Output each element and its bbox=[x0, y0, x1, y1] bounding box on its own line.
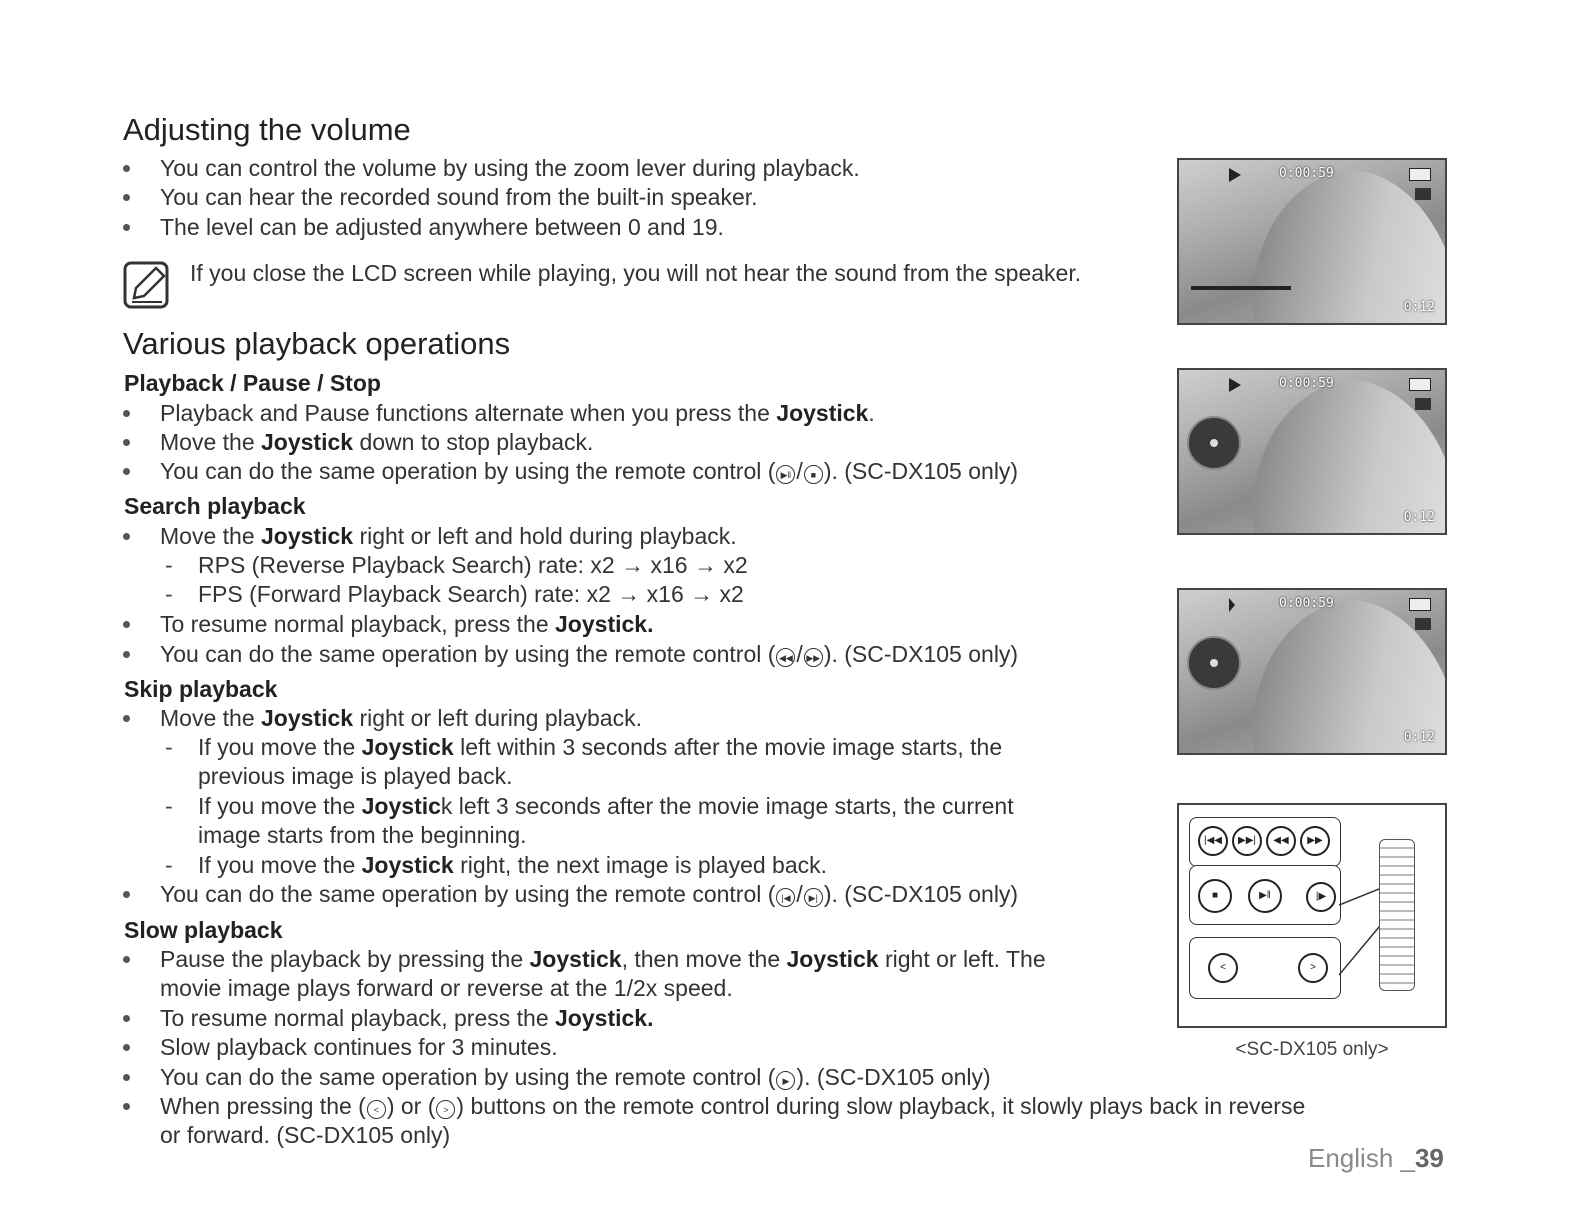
battery-icon bbox=[1409, 598, 1431, 611]
slow-bullet-3: Slow playback continues for 3 minutes. bbox=[160, 1034, 558, 1060]
volume-bullet-1: You can control the volume by using the zoom lever during playback. bbox=[160, 155, 860, 181]
remote-control-icon bbox=[1379, 839, 1415, 991]
skip-dash-2-cont: image starts from the beginning. bbox=[198, 822, 527, 848]
search-bullet-2: To resume normal playback, press the Joystick. bbox=[160, 611, 654, 637]
remote-button-group-top bbox=[1189, 817, 1341, 867]
heading-search-playback: Search playback bbox=[124, 493, 306, 519]
section-title-volume: Adjusting the volume bbox=[123, 112, 411, 147]
osd-counter: 0:12 bbox=[1403, 300, 1435, 315]
play-pause-icon: ▶‖ bbox=[1248, 879, 1282, 913]
search-dash-1: - RPS (Reverse Playback Search) rate: x2 → x16 → x2 bbox=[198, 551, 748, 580]
remote-play-pause-icon: ▶‖ bbox=[776, 465, 795, 484]
skip-dash-1: - If you move the Joystick left within 3 seconds after the movie image starts, the bbox=[198, 733, 1002, 762]
remote-rewind-icon: ◀◀ bbox=[776, 648, 795, 667]
skip-forward-icon: ▶▶| bbox=[1232, 826, 1262, 856]
lcd-screenshot-pause bbox=[1177, 588, 1447, 755]
lcd-screenshot-playback bbox=[1177, 368, 1447, 535]
volume-bullet-3: The level can be adjusted anywhere between 0 and 19. bbox=[160, 214, 724, 240]
volume-bar bbox=[1191, 286, 1291, 290]
heading-skip-playback: Skip playback bbox=[124, 676, 278, 702]
skip-dash-1-cont: previous image is played back. bbox=[198, 763, 513, 789]
quality-icon bbox=[1415, 618, 1431, 630]
volume-bullet-2: You can hear the recorded sound from the built-in speaker. bbox=[160, 184, 758, 210]
remote-skip-back-icon: |◀ bbox=[776, 888, 795, 907]
heading-playback-pause-stop: Playback / Pause / Stop bbox=[124, 370, 381, 396]
play-icon bbox=[1229, 168, 1241, 182]
slow-bullet-2: To resume normal playback, press the Joystick. bbox=[160, 1005, 654, 1031]
skip-bullet-2: You can do the same operation by using the remote control ( |◀ / ▶| ). (SC-DX105 only) bbox=[160, 881, 1019, 907]
heading-slow-playback: Slow playback bbox=[124, 917, 283, 943]
battery-icon bbox=[1409, 378, 1431, 391]
search-bullet-1: Move the Joystick right or left and hold during playback. bbox=[160, 523, 737, 549]
osd-timecode: 0:00:59 bbox=[1279, 166, 1334, 181]
remote-forward-icon: ▶▶ bbox=[804, 648, 823, 667]
pause-icon bbox=[1229, 598, 1235, 612]
slow-bullet-5-cont: or forward. (SC-DX105 only) bbox=[160, 1122, 451, 1148]
search-bullet-3: You can do the same operation by using the remote control ( ◀◀ / ▶▶ ). (SC-DX105 only) bbox=[160, 641, 1019, 667]
remote-button-group-middle bbox=[1189, 865, 1341, 925]
slow-forward-icon: > bbox=[1298, 953, 1328, 983]
pps-bullet-3: You can do the same operation by using the remote control ( ▶‖ / ■ ). (SC-DX105 only) bbox=[160, 458, 1019, 484]
section-title-various: Various playback operations bbox=[123, 326, 511, 361]
remote-slow-icon: ▶ bbox=[776, 1071, 795, 1090]
osd-counter: 0:12 bbox=[1403, 510, 1435, 525]
stop-icon: ■ bbox=[1198, 879, 1232, 913]
pps-bullet-2: Move the Joystick down to stop playback. bbox=[160, 429, 594, 455]
quality-icon bbox=[1415, 188, 1431, 200]
footer-language: English _ bbox=[1308, 1143, 1415, 1173]
remote-slow-forward-icon: > bbox=[436, 1100, 455, 1119]
remote-button-group-bottom bbox=[1189, 937, 1341, 999]
skip-dash-2: - If you move the Joystick left 3 seconds after the movie image starts, the current bbox=[198, 792, 1014, 821]
osd-timecode: 0:00:59 bbox=[1279, 596, 1334, 611]
slow-bullet-4: You can do the same operation by using the remote control ( ▶ ). (SC-DX105 only) bbox=[160, 1064, 991, 1090]
play-icon bbox=[1229, 378, 1241, 392]
lcd-screenshot-volume bbox=[1177, 158, 1447, 325]
remote-control-illustration bbox=[1177, 803, 1447, 1028]
skip-dash-3: - If you move the Joystick right, the next image is played back. bbox=[198, 851, 827, 880]
search-dash-2: - FPS (Forward Playback Search) rate: x2 → x16 → x2 bbox=[198, 580, 744, 609]
rewind-icon: ◀◀ bbox=[1266, 826, 1296, 856]
slow-bullet-5: When pressing the ( < ) or ( > ) buttons on the remote control during slow playback, it slowly plays back in reverse bbox=[160, 1093, 1306, 1119]
battery-icon bbox=[1409, 168, 1431, 181]
remote-skip-forward-icon: ▶| bbox=[804, 888, 823, 907]
fast-forward-icon: ▶▶ bbox=[1300, 826, 1330, 856]
joystick-icon bbox=[1187, 636, 1241, 690]
quality-icon bbox=[1415, 398, 1431, 410]
remote-stop-icon: ■ bbox=[804, 465, 823, 484]
slow-icon: |▶ bbox=[1306, 882, 1336, 912]
osd-timecode: 0:00:59 bbox=[1279, 376, 1334, 391]
pps-bullet-1: Playback and Pause functions alternate when you press the Joystick. bbox=[160, 400, 875, 426]
skip-back-icon: |◀◀ bbox=[1198, 826, 1228, 856]
osd-counter: 0:12 bbox=[1403, 730, 1435, 745]
slow-bullet-1: Pause the playback by pressing the Joystick, then move the Joystick right or left. The bbox=[160, 946, 1046, 972]
page-footer bbox=[1308, 1143, 1444, 1174]
slow-reverse-icon: < bbox=[1208, 953, 1238, 983]
remote-caption: <SC-DX105 only> bbox=[1235, 1039, 1389, 1060]
note-icon bbox=[122, 260, 172, 310]
remote-slow-reverse-icon: < bbox=[367, 1100, 386, 1119]
joystick-icon bbox=[1187, 416, 1241, 470]
page-number: 39 bbox=[1414, 1143, 1444, 1173]
skip-bullet-1: Move the Joystick right or left during playback. bbox=[160, 705, 642, 731]
slow-bullet-1-cont: movie image plays forward or reverse at the 1/2x speed. bbox=[160, 975, 733, 1001]
volume-note: If you close the LCD screen while playing, you will not hear the sound from the speaker. bbox=[190, 260, 1082, 286]
